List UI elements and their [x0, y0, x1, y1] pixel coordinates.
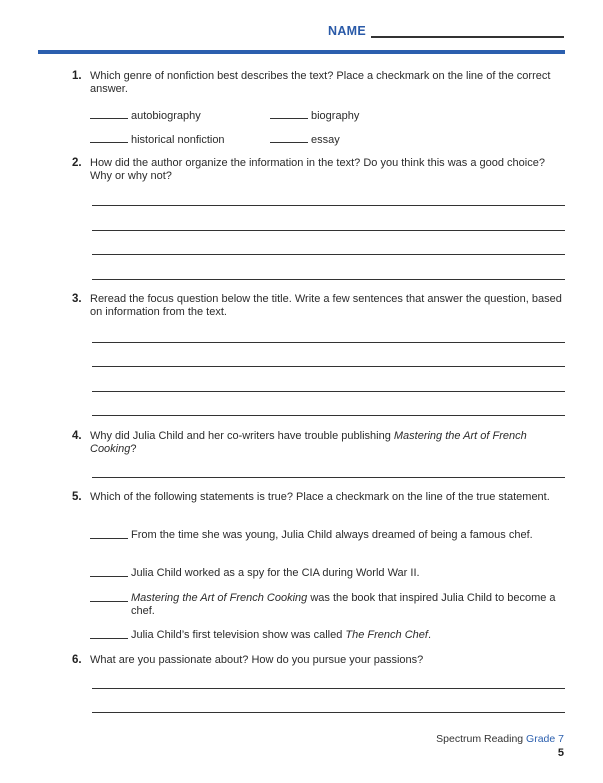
q6-answer-line-1[interactable]	[92, 688, 565, 689]
q3-number: 3.	[72, 293, 82, 305]
answer-blank[interactable]	[270, 109, 308, 119]
page-number: 5	[557, 747, 564, 759]
q2-answer-line-3[interactable]	[92, 254, 565, 255]
answer-blank[interactable]	[270, 133, 308, 143]
q6-answer-line-2[interactable]	[92, 712, 565, 713]
q1-text: Which genre of nonfiction best describes the text? Place a checkmark on the line of the correct answer.	[90, 70, 551, 95]
q5-option-4-text: Julia Child’s first television show was called The French Chef.	[131, 629, 431, 641]
name-label: NAME	[328, 24, 367, 38]
q5-text: Which of the following statements is true? Place a checkmark on the line of the true statement.	[90, 491, 550, 503]
header-rule	[38, 50, 565, 54]
option-label: autobiography	[131, 110, 201, 122]
name-input-line[interactable]	[371, 36, 564, 38]
q6-text: What are you passionate about? How do you pursue your passions?	[90, 654, 424, 666]
q5-option-3[interactable]	[90, 592, 131, 606]
q3-answer-line-2[interactable]	[92, 366, 565, 367]
q5-option-1[interactable]	[90, 529, 131, 543]
q2-text: How did the author organize the information in the text? Do you think this was a good choice? Why or why not?	[90, 157, 545, 182]
answer-blank[interactable]	[90, 133, 128, 143]
q4-number: 4.	[72, 430, 82, 442]
footer-series: Spectrum Reading Grade 7	[436, 733, 564, 745]
q2-number: 2.	[72, 157, 82, 169]
answer-blank[interactable]	[90, 529, 128, 539]
q4-answer-line-1[interactable]	[92, 477, 565, 478]
q1-option-historical-nonfiction[interactable]	[90, 133, 225, 147]
option-label: essay	[311, 134, 340, 146]
answer-blank[interactable]	[90, 567, 128, 577]
answer-blank[interactable]	[90, 629, 128, 639]
q5-option-2-text: Julia Child worked as a spy for the CIA during World War II.	[131, 567, 420, 579]
q4-text: Why did Julia Child and her co-writers have trouble publishing Mastering the Art of French Cooking?	[90, 430, 527, 455]
q6-number: 6.	[72, 654, 82, 666]
q5-option-2[interactable]	[90, 567, 131, 581]
q5-option-3-text: Mastering the Art of French Cooking was the book that inspired Julia Child to become a chef.	[131, 592, 556, 617]
q1-number: 1.	[72, 70, 82, 82]
q2-answer-line-2[interactable]	[92, 230, 565, 231]
q5-option-1-text: From the time she was young, Julia Child always dreamed of being a famous chef.	[131, 529, 533, 541]
q5-option-4[interactable]	[90, 629, 131, 643]
q2-answer-line-1[interactable]	[92, 205, 565, 206]
option-label: biography	[311, 110, 360, 122]
q5-number: 5.	[72, 491, 82, 503]
q3-answer-line-1[interactable]	[92, 342, 565, 343]
option-label: historical nonfiction	[131, 134, 225, 146]
q3-answer-line-4[interactable]	[92, 415, 565, 416]
q3-text: Reread the focus question below the title. Write a few sentences that answer the question, based on information from the text.	[90, 293, 562, 318]
answer-blank[interactable]	[90, 109, 128, 119]
q1-option-autobiography[interactable]	[90, 109, 201, 123]
q1-option-biography[interactable]	[270, 109, 359, 123]
q1-option-essay[interactable]	[270, 133, 340, 147]
answer-blank[interactable]	[90, 592, 128, 602]
q2-answer-line-4[interactable]	[92, 279, 565, 280]
q3-answer-line-3[interactable]	[92, 391, 565, 392]
